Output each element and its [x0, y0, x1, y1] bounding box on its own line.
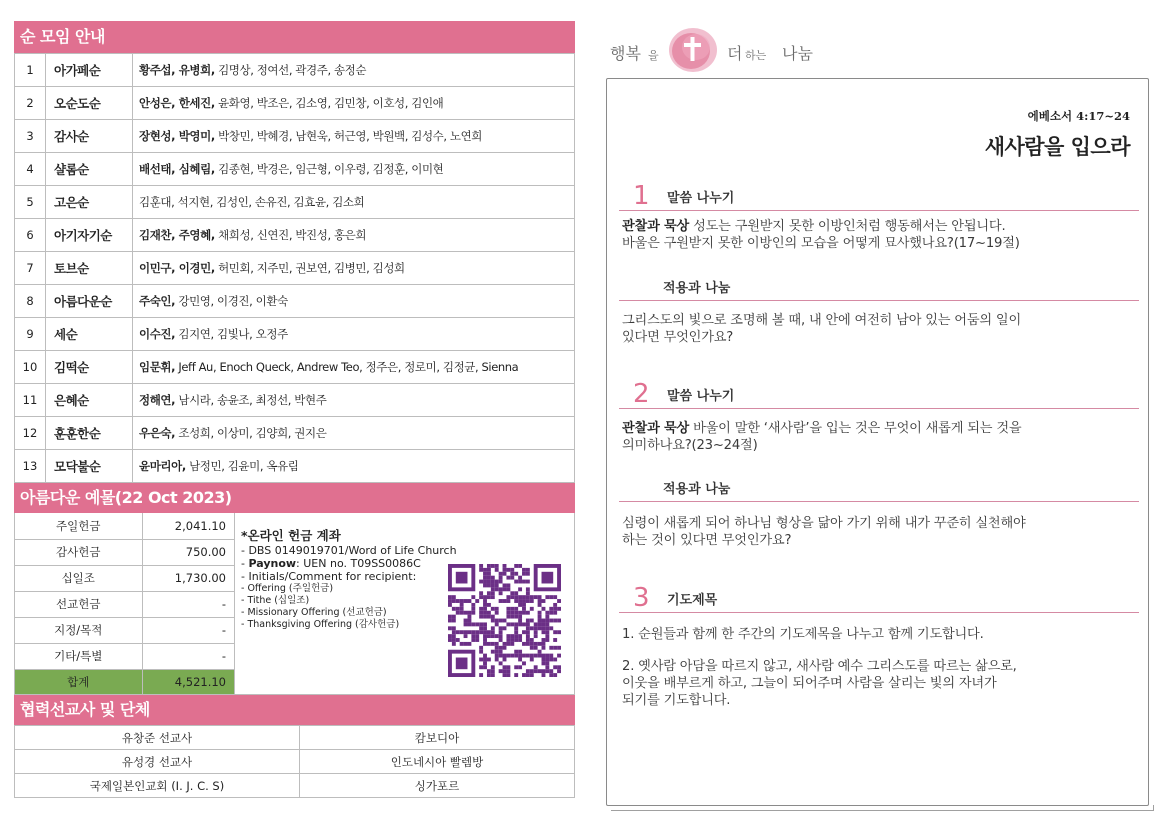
- row-number: 12: [15, 417, 46, 450]
- offering-amount: -: [142, 591, 235, 617]
- section-2-header: [619, 379, 1139, 409]
- offering-total-label: 합계: [15, 669, 142, 694]
- cell-member-list: 채희성, 신연진, 박진성, 홍은희: [218, 228, 367, 242]
- cell-group-name: 고은순: [46, 186, 133, 219]
- cell-members: [133, 285, 575, 318]
- offering-table: [15, 513, 235, 694]
- section-1-header: [619, 181, 1139, 211]
- cell-group-name: 세순: [46, 318, 133, 351]
- cell-leaders: 배선태, 심혜림,: [139, 162, 215, 176]
- section-number: 3: [633, 583, 650, 613]
- cell-group-row: [15, 186, 575, 219]
- cell-leaders: 우은숙,: [139, 426, 176, 440]
- offering-amount: 750.00: [142, 539, 235, 565]
- cell-member-list: 조성희, 이상미, 김양희, 권지은: [178, 426, 327, 440]
- cell-group-name: 감사순: [46, 120, 133, 153]
- cell-members: [133, 186, 575, 219]
- offering-label: 감사헌금: [15, 539, 142, 565]
- mission-location: 인도네시아 빨렘방: [300, 750, 575, 774]
- cell-group-row: [15, 417, 575, 450]
- cell-member-list: 박창민, 박혜경, 남현욱, 허근영, 박원백, 김성수, 노연희: [218, 129, 483, 143]
- section-heading: 기도제목: [667, 593, 718, 608]
- offering-total-row: [15, 669, 235, 694]
- section-number: 1: [633, 181, 650, 211]
- mission-location: 캄보디아: [300, 726, 575, 750]
- row-number: 9: [15, 318, 46, 351]
- sermon-title: 새사람을 입으라: [984, 135, 1130, 159]
- cell-members: [133, 153, 575, 186]
- cell-member-list: 김종현, 박경은, 임근형, 이우령, 김정훈, 이미현: [218, 162, 444, 176]
- cell-group-name: 은혜순: [46, 384, 133, 417]
- cell-group-name: 아름다운순: [46, 285, 133, 318]
- section-1-apply: 그리스도의 빛으로 조명해 볼 때, 내 안에 여전히 남아 있는 어둠의 일이 있다면 무엇인가요?: [622, 313, 1021, 345]
- mission-row: [15, 750, 575, 774]
- section-2-question: 관찰과 묵상 바울이 말한 ‘새사람’을 입는 것은 무엇이 새롭게 되는 것을 의미하나요?(23~24절): [622, 421, 1022, 453]
- section-number: 2: [633, 379, 650, 409]
- cell-member-list: 강민영, 이경진, 이환숙: [178, 294, 288, 308]
- cell-leaders: 황주섭, 유병희,: [139, 63, 215, 77]
- cell-member-list: 남정민, 김윤미, 옥유림: [189, 459, 299, 473]
- cell-group-row: [15, 285, 575, 318]
- offering-heading: 아름다운 예물(22 Oct 2023): [14, 483, 575, 513]
- brand-word-2: 을: [648, 49, 659, 62]
- brand-word-5: 나눔: [782, 44, 813, 63]
- offering-row: [15, 513, 235, 539]
- cell-group-row: [15, 120, 575, 153]
- section-3-header: [619, 583, 1139, 613]
- cell-group-row: [15, 153, 575, 186]
- paynow-line: - Paynow: UEN no. T09SS0086C: [241, 557, 421, 570]
- offering-amount: 1,730.00: [142, 565, 235, 591]
- dbs-account: - DBS 0149019701/Word of Life Church: [241, 544, 457, 557]
- missions-table: [14, 725, 575, 798]
- row-number: 1: [15, 54, 46, 87]
- cell-leaders: 이수진,: [139, 327, 176, 341]
- cell-group-row: [15, 351, 575, 384]
- giving-category: - Missionary Offering (선교헌금): [241, 607, 387, 618]
- sermon-card: [606, 78, 1149, 806]
- cell-leaders: 안성은, 한세진,: [139, 96, 215, 110]
- brand-word-3: 더: [727, 44, 743, 63]
- cell-members: [133, 87, 575, 120]
- cell-members: [133, 219, 575, 252]
- cell-members: [133, 252, 575, 285]
- offering-row: [15, 643, 235, 669]
- cell-group-name: 김떡순: [46, 351, 133, 384]
- cell-group-row: [15, 384, 575, 417]
- cell-member-list: 남시라, 송윤조, 최정선, 박현주: [178, 393, 327, 407]
- row-number: 11: [15, 384, 46, 417]
- cell-leaders: 이민구, 이경민,: [139, 261, 215, 275]
- cell-member-list: 허민회, 지주민, 권보연, 김병민, 김성희: [218, 261, 405, 275]
- row-number: 5: [15, 186, 46, 219]
- row-number: 4: [15, 153, 46, 186]
- row-number: 6: [15, 219, 46, 252]
- giving-category: - Thanksgiving Offering (감사헌금): [241, 619, 400, 630]
- cell-group-row: [15, 54, 575, 87]
- row-number: 13: [15, 450, 46, 483]
- row-number: 2: [15, 87, 46, 120]
- missionary-name: 유창준 선교사: [15, 726, 300, 750]
- prayer-item-1: 1. 순원들과 함께 한 주간의 기도제목을 나누고 함께 기도합니다.: [622, 627, 984, 642]
- offering-label: 선교헌금: [15, 591, 142, 617]
- initials-line: - Initials/Comment for recipient:: [241, 570, 417, 583]
- cell-group-row: [15, 219, 575, 252]
- giving-category: - Offering (주일헌금): [241, 583, 334, 594]
- offering-total-amount: 4,521.10: [142, 669, 235, 694]
- cell-members: [133, 417, 575, 450]
- cell-group-name: 모닥불순: [46, 450, 133, 483]
- cell-group-row: [15, 252, 575, 285]
- cell-leaders: 주숙인,: [139, 294, 176, 308]
- offering-row: [15, 539, 235, 565]
- offering-section: [14, 513, 575, 695]
- offering-row: [15, 591, 235, 617]
- section-2-apply: 심령이 새롭게 되어 하나님 형상을 닮아 가기 위해 내가 꾸준히 실천해야 하는 것이 있다면 무엇인가요?: [622, 516, 1026, 548]
- cell-leaders: 정해연,: [139, 393, 176, 407]
- offering-label: 기타/특별: [15, 643, 142, 669]
- offering-amount: -: [142, 643, 235, 669]
- cell-group-name: 아가페순: [46, 54, 133, 87]
- cell-members: [133, 351, 575, 384]
- row-number: 8: [15, 285, 46, 318]
- online-giving-info: [235, 513, 574, 694]
- cell-member-list: 김지연, 김빛나, 오정주: [178, 327, 288, 341]
- cell-group-name: 아기자기순: [46, 219, 133, 252]
- cell-group-row: [15, 450, 575, 483]
- cell-members: [133, 54, 575, 87]
- offering-amount: -: [142, 617, 235, 643]
- cell-leaders: 윤마리아,: [139, 459, 186, 473]
- row-number: 7: [15, 252, 46, 285]
- cell-members: [133, 120, 575, 153]
- missionary-name: 국제일본인교회 (I. J. C. S): [15, 774, 300, 798]
- mission-location: 싱가포르: [300, 774, 575, 798]
- cell-group-row: [15, 318, 575, 351]
- offering-label: 지정/목적: [15, 617, 142, 643]
- cell-member-list: 김명상, 정여선, 곽경주, 송정순: [218, 63, 367, 77]
- brand-word-1: 행복: [610, 44, 641, 63]
- cell-members: [133, 384, 575, 417]
- pink-cross-icon: [667, 26, 719, 74]
- cell-member-list: 김훈대, 석지현, 김성인, 손유진, 김효윤, 김소희: [139, 195, 365, 209]
- section-1-question: 관찰과 묵상 성도는 구원받지 못한 이방인처럼 행동해서는 안됩니다. 바울은 구원받지 못한 이방인의 모습을 어떻게 묘사했나요?(17~19절): [622, 219, 1020, 251]
- missions-heading: 협력선교사 및 단체: [14, 695, 575, 725]
- left-panel: [14, 21, 575, 798]
- giving-category: - Tithe (십일조): [241, 595, 310, 606]
- mission-row: [15, 774, 575, 798]
- paynow-qr-code: [448, 564, 561, 677]
- cell-groups-table: [14, 53, 575, 483]
- cell-members: [133, 318, 575, 351]
- section-heading: 말씀 나누기: [667, 191, 735, 206]
- section-heading: 말씀 나누기: [667, 389, 735, 404]
- scripture-reference: 에베소서 4:17~24: [1027, 109, 1130, 123]
- missionary-name: 유성경 선교사: [15, 750, 300, 774]
- offering-label: 주일헌금: [15, 513, 142, 539]
- cell-member-list: 윤화영, 박조은, 김소영, 김민창, 이호성, 김인애: [218, 96, 444, 110]
- online-giving-title: *온라인 헌금 계좌: [241, 528, 341, 543]
- offering-row: [15, 617, 235, 643]
- row-number: 10: [15, 351, 46, 384]
- offering-label: 십일조: [15, 565, 142, 591]
- section-1-apply-header: 적용과 나눔: [619, 279, 1139, 301]
- cell-members: [133, 450, 575, 483]
- row-number: 3: [15, 120, 46, 153]
- cell-group-name: 샬롬순: [46, 153, 133, 186]
- brand-logo: [610, 32, 870, 72]
- cell-member-list: Jeff Au, Enoch Queck, Andrew Teo, 정주은, 정로미, 김정균, Sienna: [178, 360, 519, 374]
- cell-group-row: [15, 87, 575, 120]
- cell-group-name: 오순도순: [46, 87, 133, 120]
- cell-group-name: 훈훈한순: [46, 417, 133, 450]
- brand-word-4: 하는: [745, 49, 767, 62]
- offering-row: [15, 565, 235, 591]
- cell-group-name: 토브순: [46, 252, 133, 285]
- cell-groups-heading: 순 모임 안내: [14, 21, 575, 53]
- offering-amount: 2,041.10: [142, 513, 235, 539]
- cell-leaders: 장현성, 박영미,: [139, 129, 215, 143]
- prayer-item-2: 2. 옛사람 아담을 따르지 않고, 새사람 예수 그리스도를 따르는 삶으로, 이웃을 배부르게 하고, 그늘이 되어주며 사람을 살리는 빛의 자녀가 되기를 기도합니다.: [622, 659, 1017, 708]
- cell-leaders: 임문휘,: [139, 360, 176, 374]
- section-2-apply-header: 적용과 나눔: [619, 480, 1139, 502]
- mission-row: [15, 726, 575, 750]
- cell-leaders: 김재찬, 주영혜,: [139, 228, 215, 242]
